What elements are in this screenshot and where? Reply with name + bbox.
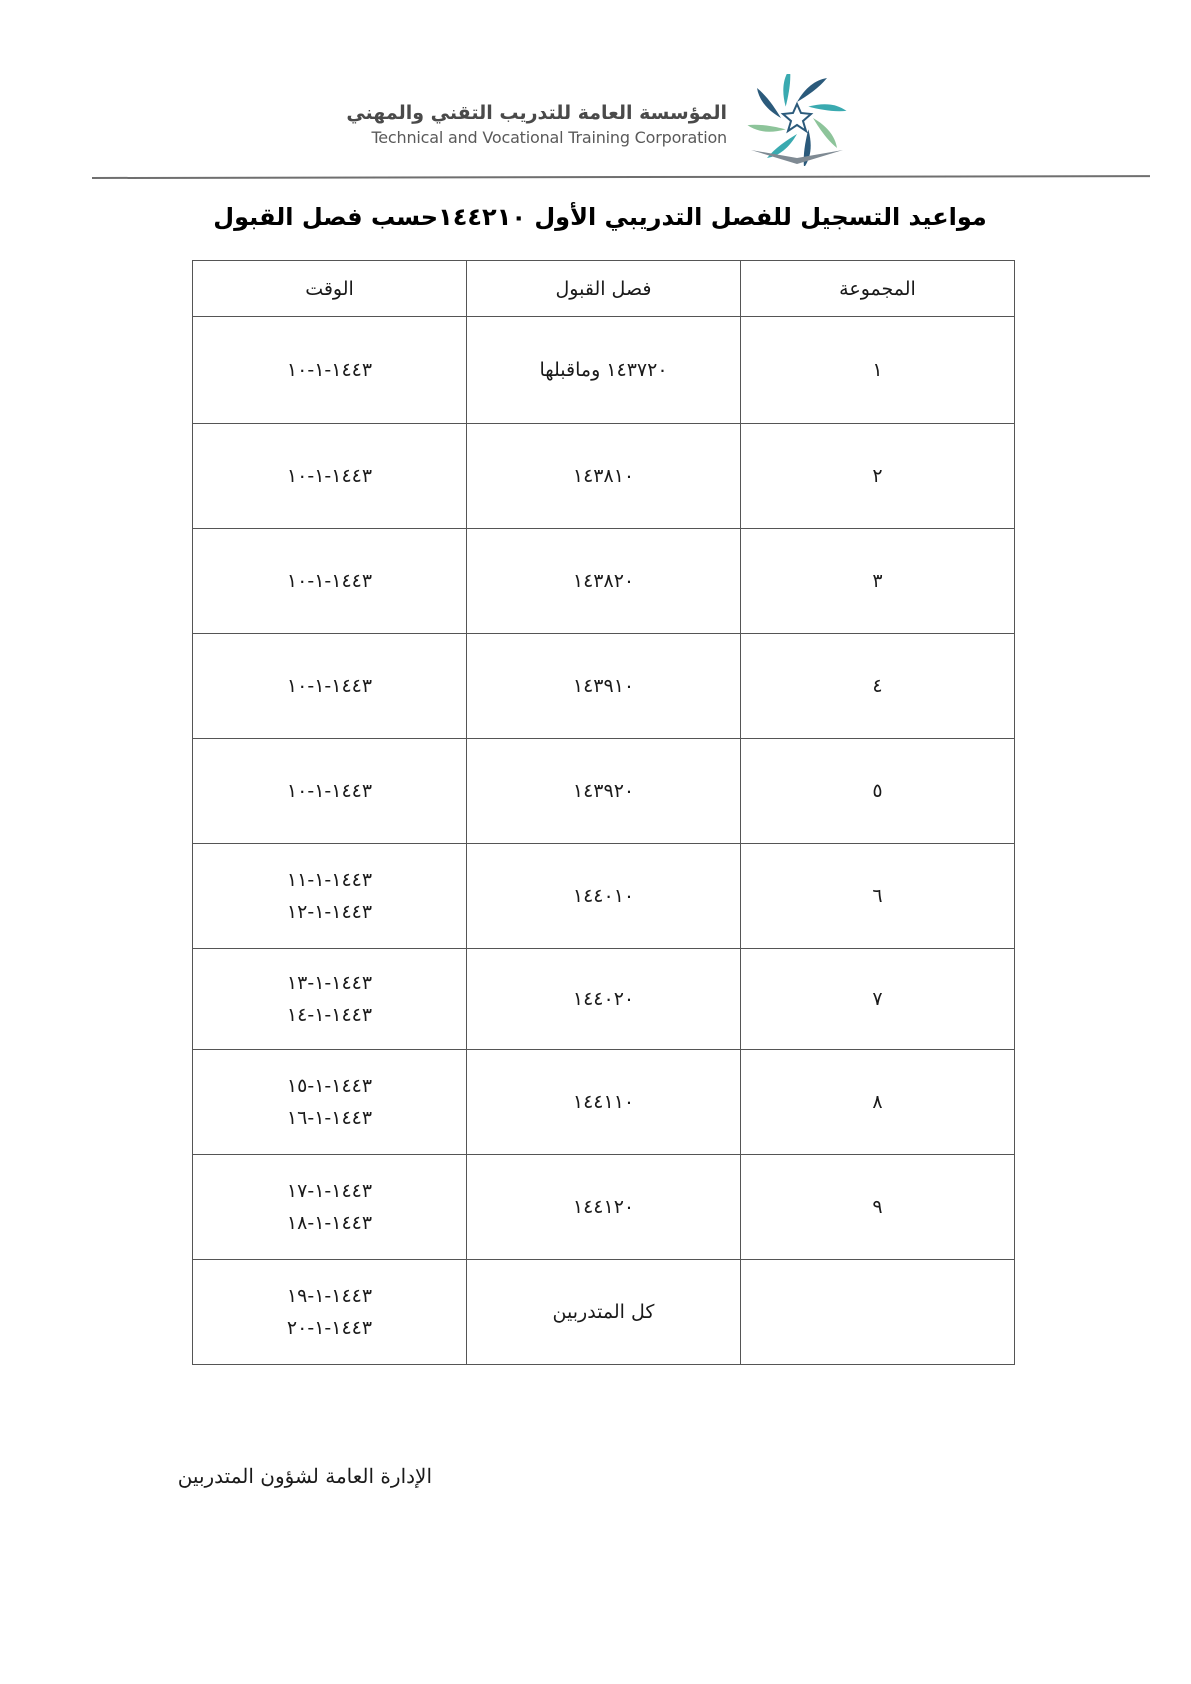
- time-cell: [193, 634, 467, 739]
- table-row: [193, 529, 1015, 634]
- term-cell: ١٤٣٩٢٠: [467, 739, 741, 844]
- column-header-term: فصل القبول: [467, 261, 741, 317]
- logo-petal-icon: [808, 90, 846, 128]
- time-cell: [193, 739, 467, 844]
- time-value: ١٤٤٣-١-١٠: [286, 675, 373, 697]
- table-row: [193, 844, 1015, 949]
- group-cell: ٣: [741, 529, 1015, 634]
- time-value: ١٤٤٣-١-١٠: [286, 780, 373, 802]
- org-name-english: Technical and Vocational Training Corporation: [371, 128, 727, 147]
- term-cell: ١٤٣٨٢٠: [467, 529, 741, 634]
- table-row: [193, 739, 1015, 844]
- time-value: ١٤٤٣-١-١٩: [286, 1285, 373, 1307]
- time-cell: [193, 424, 467, 529]
- time-cell: [193, 1260, 467, 1365]
- time-cell: [193, 949, 467, 1050]
- time-value: ١٤٤٣-١-١٤: [286, 1004, 373, 1026]
- group-cell: [741, 1260, 1015, 1365]
- issuing-department: الإدارة العامة لشؤون المتدربين: [177, 1464, 432, 1488]
- time-cell: [193, 529, 467, 634]
- time-value: ١٤٤٣-١-١٠: [286, 359, 373, 381]
- logo-petal-icon: [757, 88, 781, 118]
- table-row: [193, 1155, 1015, 1260]
- group-cell: ٧: [741, 949, 1015, 1050]
- time-value: ١٤٤٣-١-١٦: [286, 1107, 373, 1129]
- time-value: ١٤٤٣-١-١٠: [286, 570, 373, 592]
- time-value: ١٤٤٣-١-١٢: [286, 901, 373, 923]
- column-header-time: الوقت: [193, 261, 467, 317]
- logo-petal-icon: [748, 108, 786, 146]
- table-row: [193, 634, 1015, 739]
- column-header-group: المجموعة: [741, 261, 1015, 317]
- table-row: [193, 949, 1015, 1050]
- time-cell: [193, 844, 467, 949]
- logo-petal-icon: [813, 118, 837, 148]
- document-title: مواعيد التسجيل للفصل التدريبي الأول ١٤٤٢١٠حسب فصل القبول: [213, 203, 987, 231]
- group-cell: ٨: [741, 1050, 1015, 1155]
- time-value: ١٤٤٣-١-١٥: [286, 1075, 373, 1097]
- term-cell: ١٤٤١١٠: [467, 1050, 741, 1155]
- document-header: [0, 70, 1191, 170]
- group-cell: ٦: [741, 844, 1015, 949]
- logo-petal-icon: [797, 78, 827, 102]
- time-cell: [193, 317, 467, 424]
- time-value: ١٤٤٣-١-١٣: [286, 972, 373, 994]
- org-name-arabic: المؤسسة العامة للتدريب التقني والمهني: [346, 102, 727, 124]
- table-row: [193, 317, 1015, 424]
- time-cell: [193, 1050, 467, 1155]
- group-cell: ٩: [741, 1155, 1015, 1260]
- term-cell: كل المتدربين: [467, 1260, 741, 1365]
- table-row: [193, 1050, 1015, 1155]
- time-value: ١٤٤٣-١-١٨: [286, 1212, 373, 1234]
- term-cell: ١٤٣٧٢٠ وماقبلها: [467, 317, 741, 424]
- term-cell: ١٤٣٨١٠: [467, 424, 741, 529]
- time-value: ١٤٤٣-١-١٠: [286, 465, 373, 487]
- time-cell: [193, 1155, 467, 1260]
- term-cell: ١٤٤٠١٠: [467, 844, 741, 949]
- table-header-row: [193, 261, 1015, 317]
- term-cell: ١٤٤١٢٠: [467, 1155, 741, 1260]
- time-value: ١٤٤٣-١-٢٠: [286, 1317, 373, 1339]
- time-value: ١٤٤٣-١-١٧: [286, 1180, 373, 1202]
- term-cell: ١٤٣٩١٠: [467, 634, 741, 739]
- tvtc-logo-icon: [745, 74, 849, 166]
- term-cell: ١٤٤٠٢٠: [467, 949, 741, 1050]
- table-row: [193, 424, 1015, 529]
- table-row: [193, 1260, 1015, 1365]
- registration-schedule-table: [192, 260, 1015, 1365]
- time-value: ١٤٤٣-١-١١: [286, 869, 373, 891]
- group-cell: ٢: [741, 424, 1015, 529]
- group-cell: ٤: [741, 634, 1015, 739]
- group-cell: ٥: [741, 739, 1015, 844]
- group-cell: ١: [741, 317, 1015, 424]
- header-divider: [92, 175, 1150, 179]
- logo-petal-icon: [769, 74, 807, 107]
